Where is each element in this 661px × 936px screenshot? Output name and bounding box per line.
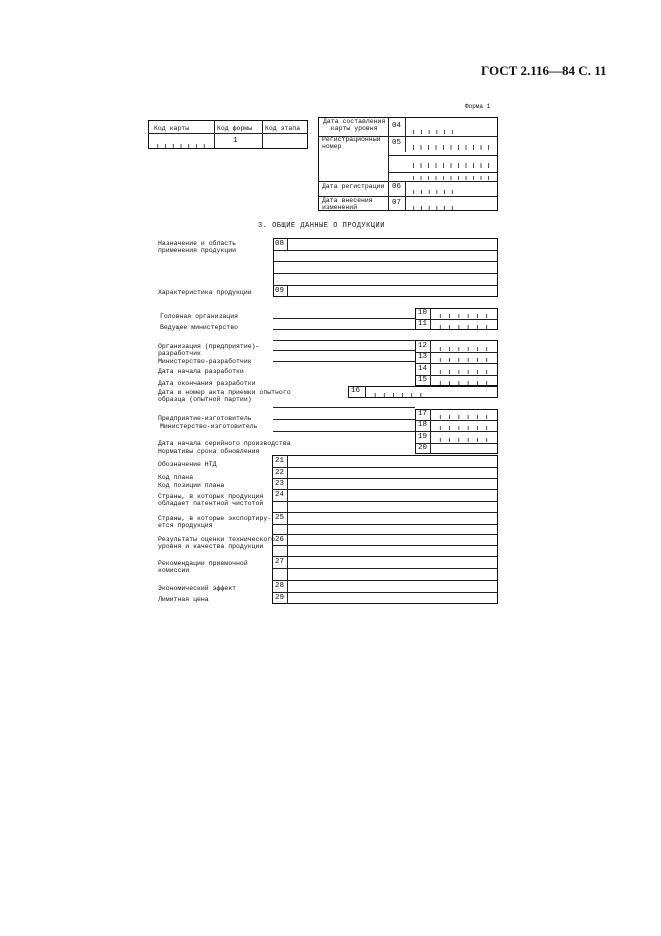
field-num: 13 xyxy=(418,353,428,361)
label-manufacturer: Предприятие-изготовитель xyxy=(158,415,252,422)
field-num: 10 xyxy=(418,309,428,317)
section-title: 3. ОБЩИЕ ДАННЫЕ О ПРОДУКЦИИ xyxy=(258,222,385,230)
label-plan-code: Код плана xyxy=(158,474,194,481)
label-change-date: Дата внесения изменений xyxy=(322,197,373,211)
field-num: 24 xyxy=(275,491,285,499)
field-num: 05 xyxy=(392,139,402,147)
field-num: 28 xyxy=(275,582,285,590)
field-num: 06 xyxy=(392,183,402,191)
label-developer-ministry: Министерство-разработчик xyxy=(158,358,252,365)
field-num: 08 xyxy=(275,240,285,248)
col-stage-code: Код этапа xyxy=(265,125,301,132)
label-date-compiled: Дата составления карты уровня xyxy=(323,118,386,132)
field-num: 15 xyxy=(418,376,428,384)
form-code-value: 1 xyxy=(233,137,238,145)
field-num: 23 xyxy=(275,480,285,488)
field-num: 14 xyxy=(418,365,428,373)
field-num: 12 xyxy=(418,342,428,350)
label-patent-countries: Страны, в которых продукция обладает патентной чистотой xyxy=(158,493,264,507)
field-num: 21 xyxy=(275,457,285,465)
label-manufacturer-ministry: Министерство-изготовитель xyxy=(160,423,258,430)
col-form-code: Код формы xyxy=(217,125,253,132)
label-head-org: Головная организация xyxy=(160,313,239,320)
label-export-countries: Страны, в которые экспортиру- ется продукция xyxy=(158,515,272,529)
field-num: 09 xyxy=(275,287,285,295)
field-num: 26 xyxy=(275,536,285,544)
label-renewal-norms: Нормативы срока обновления xyxy=(158,448,260,455)
field-num: 11 xyxy=(418,320,428,328)
field-num: 04 xyxy=(392,122,402,130)
label-limit-price: Лимитная цена xyxy=(158,596,209,603)
label-tech-assessment: Результаты оценки технического уровня и качества продукции xyxy=(158,536,276,550)
label-lead-ministry: Ведущее министерство xyxy=(160,324,239,331)
col-card-code: Код карты xyxy=(154,125,190,132)
label-purpose: Назначение и область применения продукции xyxy=(158,240,237,254)
field-num: 22 xyxy=(275,469,285,477)
label-characteristics: Характеристика продукции xyxy=(158,289,252,296)
field-num: 27 xyxy=(275,558,285,566)
label-reg-number: Регистрационный номер xyxy=(322,136,381,150)
field-num: 25 xyxy=(275,514,285,522)
label-economic-effect: Экономический эффект xyxy=(158,585,237,592)
form-label: Форма 1 xyxy=(465,103,491,110)
field-num: 19 xyxy=(418,433,428,441)
field-num: 16 xyxy=(351,387,361,395)
label-serial-start: Дата начала серийного производства xyxy=(158,440,291,447)
label-reg-date: Дата регистрации xyxy=(322,183,385,190)
label-dev-start: Дата начала разработки xyxy=(158,368,244,375)
field-num: 07 xyxy=(392,199,402,207)
field-num: 29 xyxy=(275,594,285,602)
label-acceptance-act: Дата и номер акта приемки опытного образца (опытной партии) xyxy=(158,389,291,403)
field-num: 18 xyxy=(418,421,428,429)
label-dev-end: Дата окончания разработки xyxy=(158,380,256,387)
label-commission-recs: Рекомендации приемочной комиссии xyxy=(158,560,248,574)
label-ntd: Обозначение НТД xyxy=(158,461,217,468)
document-reference: ГОСТ 2.116—84 С. 11 xyxy=(481,63,607,78)
field-num: 17 xyxy=(418,410,428,418)
field-num: 20 xyxy=(418,444,428,452)
label-developer-org: Организация (предприятие)– разработчик xyxy=(158,343,260,357)
label-plan-position: Код позиции плана xyxy=(158,482,225,489)
